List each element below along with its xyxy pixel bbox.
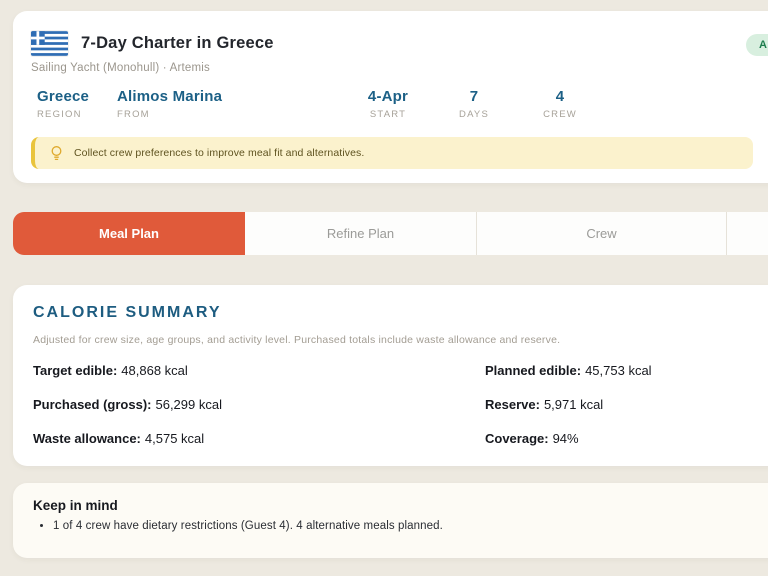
summary-target-edible-label: Target edible: (33, 363, 118, 378)
stat-start (343, 88, 433, 120)
calorie-summary-description: Adjusted for crew size, age groups, and activity level. Purchased totals include waste allowance and reserve. (33, 334, 561, 346)
tab-crew[interactable]: Crew (477, 212, 727, 255)
title-row (31, 29, 764, 56)
summary-waste-allowance-value: 4,575 kcal (144, 431, 205, 446)
summary-coverage-label: Coverage: (485, 431, 549, 446)
summary-purchased-gross (33, 397, 485, 412)
stat-region (37, 88, 89, 120)
stat-crew-value: 4 (555, 88, 565, 105)
summary-waste-allowance-label: Waste allowance: (33, 431, 141, 446)
summary-target-edible-value: 48,868 kcal (121, 363, 188, 378)
greece-flag-icon (31, 31, 68, 56)
status-badge: A (746, 34, 768, 56)
summary-waste-allowance (33, 431, 485, 446)
summary-target-edible (33, 363, 485, 378)
stat-from (117, 88, 222, 120)
summary-purchased-gross-value: 56,299 kcal (155, 397, 222, 412)
charter-header-card (13, 11, 768, 183)
page-title: 7-Day Charter in Greece (81, 34, 274, 52)
tab-meal-plan[interactable]: Meal Plan (13, 212, 245, 255)
lightbulb-icon (49, 145, 64, 162)
tab-bar (13, 212, 768, 255)
keep-in-mind-card (13, 483, 768, 558)
stat-crew (515, 88, 605, 120)
summary-planned-edible-label: Planned edible: (485, 363, 582, 378)
keep-in-mind-heading: Keep in mind (33, 498, 118, 513)
stat-region-value: Greece (37, 88, 90, 105)
summary-reserve-label: Reserve: (485, 397, 540, 412)
stat-from-value: Alimos Marina (117, 88, 223, 105)
charter-stats-row (31, 88, 764, 128)
summary-planned-edible (485, 363, 764, 378)
tab-overflow[interactable] (727, 212, 768, 255)
stat-region-label: REGION (37, 109, 82, 120)
keep-in-mind-list (31, 520, 764, 532)
summary-reserve (485, 397, 764, 412)
summary-purchased-gross-label: Purchased (gross): (33, 397, 152, 412)
stat-days (429, 88, 519, 120)
crew-preferences-notice (31, 137, 753, 169)
keep-in-mind-item: • 1 of 4 crew have dietary restrictions (Guest 4). 4 alternative meals planned. (53, 520, 764, 532)
stat-start-label: START (369, 109, 407, 120)
calorie-summary-card (13, 285, 768, 466)
summary-planned-edible-value: 45,753 kcal (585, 363, 652, 378)
tab-refine-plan[interactable]: Refine Plan (245, 212, 477, 255)
stat-from-label: FROM (117, 109, 150, 120)
stat-start-value: 4-Apr (367, 88, 409, 105)
notice-text: Collect crew preferences to improve meal fit and alternatives. (74, 147, 365, 159)
summary-coverage (485, 431, 764, 446)
calorie-summary-heading: CALORIE SUMMARY (33, 304, 222, 321)
charter-subtitle: Sailing Yacht (Monohull) · Artemis (31, 62, 210, 74)
stat-days-value: 7 (469, 88, 479, 105)
summary-coverage-value: 94% (552, 431, 579, 446)
summary-reserve-value: 5,971 kcal (543, 397, 604, 412)
stat-crew-label: CREW (543, 109, 577, 120)
stat-days-label: DAYS (459, 109, 489, 120)
calorie-summary-grid (31, 363, 764, 446)
